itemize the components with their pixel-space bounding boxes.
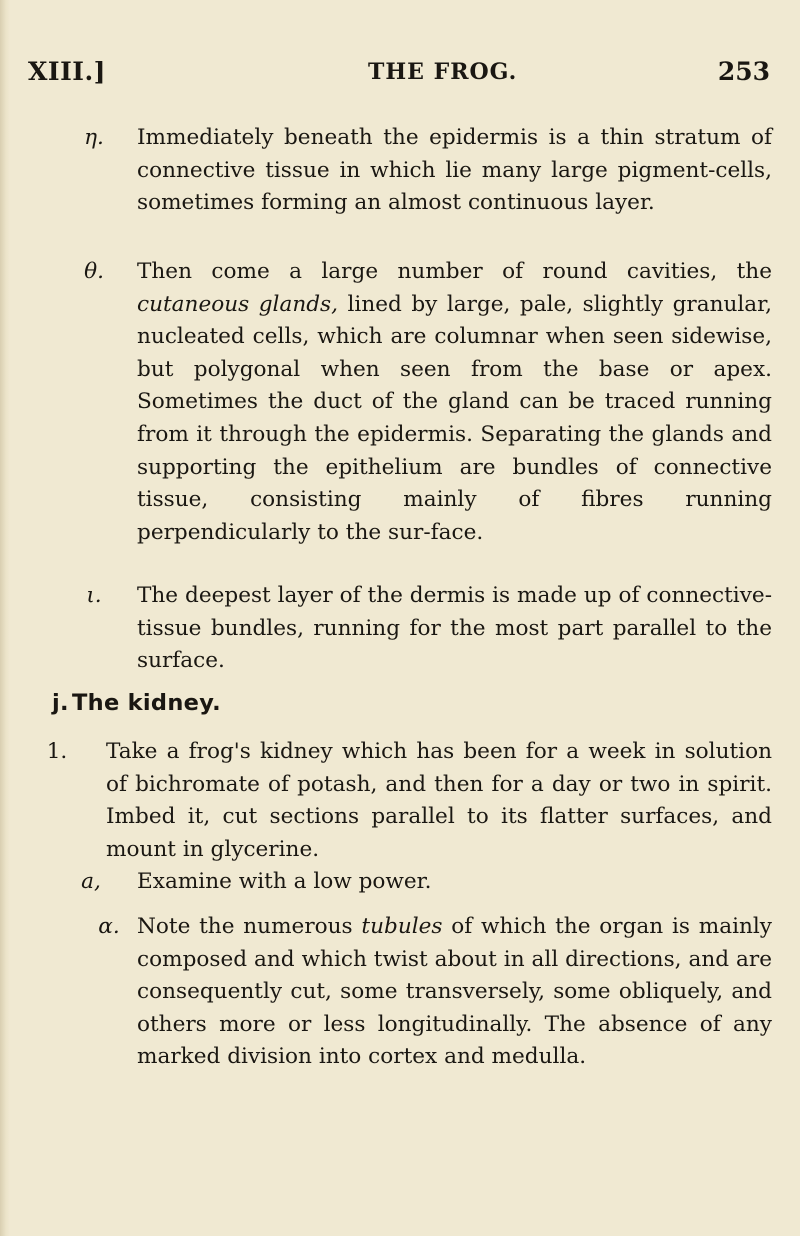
step-1 [46, 736, 772, 866]
paragraph-eta [84, 122, 772, 220]
section-title: The kidney. [72, 690, 221, 716]
page-gutter-shadow [0, 0, 10, 1236]
step-1a-alpha [98, 911, 772, 1074]
emphasis-cutaneous-glands: cutaneous glands, [137, 291, 339, 317]
paragraph-iota [86, 580, 772, 678]
paragraph-text: The deepest layer of the dermis is made up of connective-tissue bundles, running for the most part parallel to the surface. [137, 583, 772, 674]
emphasis-tubules: tubules [361, 914, 443, 939]
paragraph-label: θ. [84, 259, 104, 284]
paragraph-text: Immediately beneath the epidermis is a thin stratum of connective tissue in which lie many large pigment-cells, sometimes forming an almost continuous layer. [137, 125, 772, 216]
sub-step-label: a, [81, 869, 101, 894]
sub-step-text-start: Note the numerous [137, 914, 362, 939]
paragraph-label: ι. [86, 583, 102, 608]
chapter-number: XIII.] [28, 57, 107, 86]
running-header [28, 57, 770, 91]
paragraph-theta [84, 256, 772, 549]
paragraph-text-end: lined by large, pale, slightly granular, nucleated cells, which are columnar when seen sidewise, but polygonal when seen from the base or apex. Sometimes the duct of the gland can be traced running from it through the epidermis. Separating the glands and supporting the epithelium are bundles of connective tissue, consisting mainly of fibres running perpendicularly to the sur-face. [137, 291, 772, 545]
step-1a [81, 866, 772, 899]
running-title: THE FROG. [368, 59, 518, 85]
step-text: Take a frog's kidney which has been for a week in solution of bichromate of potash, and then for a day or two in spirit. Imbed it, cut sections parallel to its flatter surfaces, and mount in glycerine. [106, 739, 772, 862]
sub-step-label: α. [98, 914, 120, 939]
paragraph-label: η. [84, 125, 104, 150]
sub-step-text: Examine with a low power. [137, 869, 432, 894]
section-label: j. [52, 690, 69, 716]
page-number: 253 [717, 57, 770, 86]
step-label: 1. [46, 739, 68, 764]
section-heading-kidney [52, 690, 221, 716]
sub-step-text-end: of which the organ is mainly composed and which twist about in all directions, and are consequently cut, some transversely, some obliquely, and others more or less longitudinally. The absence of any marked division into cortex and medulla. [137, 914, 772, 1070]
paragraph-text-start: Then come a large number of round cavities, the [137, 259, 772, 284]
